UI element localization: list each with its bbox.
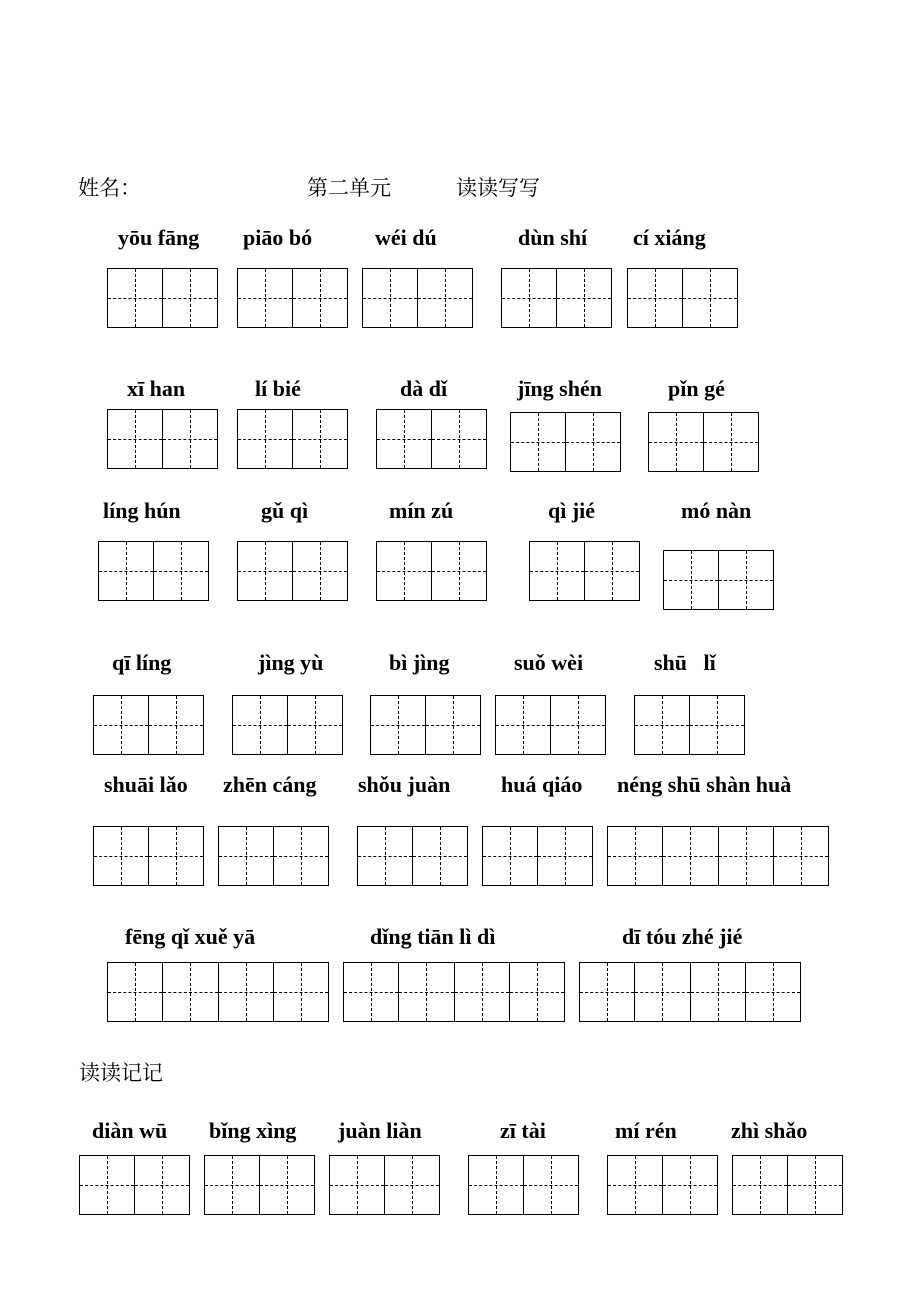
writing-grid-box [237, 409, 348, 469]
pinyin-label: diàn wū [92, 1118, 168, 1143]
tianzige-cell [219, 827, 273, 885]
pinyin-label: wéi dú [375, 225, 437, 250]
pinyin-label: néng shū shàn huà [617, 772, 792, 797]
pinyin-label: zī tài [500, 1118, 546, 1143]
tianzige-cell [99, 542, 153, 600]
tianzige-cell [431, 410, 486, 468]
tianzige-cell [94, 827, 148, 885]
writing-grid-box [529, 541, 640, 601]
writing-grid-box [107, 409, 218, 469]
writing-grid-box [237, 268, 348, 328]
tianzige-cell [580, 963, 634, 1021]
tianzige-cell [469, 1156, 523, 1214]
writing-grid-box [107, 962, 329, 1022]
pinyin-label: shū lǐ [654, 650, 716, 675]
tianzige-cell [417, 269, 472, 327]
tianzige-cell [511, 413, 565, 471]
tianzige-cell [745, 963, 800, 1021]
tianzige-cell [162, 269, 217, 327]
student-name-label: 姓名： [78, 176, 141, 200]
tianzige-cell [80, 1156, 134, 1214]
tianzige-cell [431, 542, 486, 600]
writing-grid-box [468, 1155, 579, 1215]
tianzige-cell [162, 410, 217, 468]
pinyin-label: qì jié [548, 498, 596, 523]
pinyin-label: bì jìng [389, 650, 450, 675]
pinyin-label: suǒ wèi [514, 650, 584, 675]
tianzige-cell [483, 827, 537, 885]
tianzige-cell [556, 269, 611, 327]
writing-grid-box [607, 826, 829, 886]
tianzige-cell [238, 410, 292, 468]
pinyin-label: fēng qǐ xuě yā [125, 924, 256, 949]
pinyin-label: juàn liàn [338, 1118, 422, 1143]
tianzige-cell [377, 542, 431, 600]
tianzige-cell [363, 269, 417, 327]
tianzige-cell [218, 963, 273, 1021]
pinyin-label: jìng yù [258, 650, 324, 675]
tianzige-cell [537, 827, 592, 885]
tianzige-cell [238, 269, 292, 327]
pinyin-label: qī líng [112, 650, 172, 675]
tianzige-cell [398, 963, 453, 1021]
writing-grid-box [343, 962, 565, 1022]
tianzige-cell [523, 1156, 578, 1214]
pinyin-label: jīng shén [517, 376, 602, 401]
pinyin-label: huá qiáo [501, 772, 583, 797]
pinyin-label: pǐn gé [668, 376, 725, 401]
tianzige-cell [718, 551, 773, 609]
tianzige-cell [330, 1156, 384, 1214]
tianzige-cell [108, 963, 162, 1021]
writing-grid-box [218, 826, 329, 886]
tianzige-cell [292, 542, 347, 600]
writing-grid-box [232, 695, 343, 755]
tianzige-cell [628, 269, 682, 327]
tianzige-cell [292, 269, 347, 327]
pinyin-label: lí bié [255, 376, 301, 401]
writing-grid-box [648, 412, 759, 472]
tianzige-cell [377, 410, 431, 468]
writing-grid-box [732, 1155, 843, 1215]
writing-grid-box [370, 695, 481, 755]
tianzige-cell [634, 963, 689, 1021]
pinyin-label: yōu fāng [118, 225, 200, 250]
tianzige-cell [733, 1156, 787, 1214]
writing-grid-box [204, 1155, 315, 1215]
tianzige-cell [108, 410, 162, 468]
tianzige-cell [94, 696, 148, 754]
tianzige-cell [287, 696, 342, 754]
pinyin-label: zhēn cáng [223, 772, 317, 797]
pinyin-label: shǒu juàn [358, 772, 451, 797]
writing-grid-box [107, 268, 218, 328]
tianzige-cell [425, 696, 480, 754]
tianzige-cell [530, 542, 584, 600]
writing-grid-box [362, 268, 473, 328]
tianzige-cell [787, 1156, 842, 1214]
tianzige-cell [635, 696, 689, 754]
pinyin-label: dǐng tiān lì dì [370, 924, 496, 949]
tianzige-cell [384, 1156, 439, 1214]
tianzige-cell [662, 827, 717, 885]
pinyin-label: piāo bó [243, 225, 313, 250]
pinyin-label: xī han [127, 376, 186, 401]
tianzige-cell [584, 542, 639, 600]
tianzige-cell [662, 1156, 717, 1214]
tianzige-cell [682, 269, 737, 327]
tianzige-cell [148, 696, 203, 754]
tianzige-cell [108, 269, 162, 327]
tianzige-cell [454, 963, 509, 1021]
tianzige-cell [649, 413, 703, 471]
section-title-read-remember: 读读记记 [79, 1061, 163, 1085]
tianzige-cell [690, 963, 745, 1021]
writing-grid-box [579, 962, 801, 1022]
writing-grid-box [237, 541, 348, 601]
tianzige-cell [273, 827, 328, 885]
tianzige-cell [233, 696, 287, 754]
writing-grid-box [376, 541, 487, 601]
tianzige-cell [153, 542, 208, 600]
writing-grid-box [627, 268, 738, 328]
tianzige-cell [134, 1156, 189, 1214]
pinyin-label: dà dǐ [400, 376, 448, 401]
pinyin-label: mó nàn [681, 498, 752, 523]
writing-grid-box [357, 826, 468, 886]
tianzige-cell [496, 696, 550, 754]
tianzige-cell [703, 413, 758, 471]
writing-grid-box [663, 550, 774, 610]
writing-grid-box [98, 541, 209, 601]
writing-grid-box [329, 1155, 440, 1215]
tianzige-cell [565, 413, 620, 471]
writing-grid-box [482, 826, 593, 886]
writing-grid-box [634, 695, 745, 755]
tianzige-cell [773, 827, 828, 885]
unit-title: 第二单元 [307, 176, 391, 200]
pinyin-label: mín zú [389, 498, 454, 523]
tianzige-cell [358, 827, 412, 885]
tianzige-cell [718, 827, 773, 885]
pinyin-label: líng hún [103, 498, 181, 523]
tianzige-cell [608, 827, 662, 885]
writing-grid-box [79, 1155, 190, 1215]
tianzige-cell [371, 696, 425, 754]
writing-grid-box [607, 1155, 718, 1215]
tianzige-cell [412, 827, 467, 885]
tianzige-cell [292, 410, 347, 468]
pinyin-label: dī tóu zhé jié [622, 924, 743, 949]
pinyin-label: dùn shí [518, 225, 588, 250]
tianzige-cell [502, 269, 556, 327]
writing-grid-box [376, 409, 487, 469]
pinyin-label: zhì shǎo [731, 1118, 808, 1143]
writing-grid-box [495, 695, 606, 755]
pinyin-label: shuāi lǎo [104, 772, 188, 797]
section-title-read-write: 读读写写 [456, 176, 540, 200]
pinyin-label: gǔ qì [261, 498, 309, 523]
tianzige-cell [162, 963, 217, 1021]
pinyin-label: cí xiáng [633, 225, 706, 250]
writing-grid-box [93, 695, 204, 755]
tianzige-cell [148, 827, 203, 885]
tianzige-cell [689, 696, 744, 754]
tianzige-cell [259, 1156, 314, 1214]
tianzige-cell [344, 963, 398, 1021]
tianzige-cell [273, 963, 328, 1021]
writing-grid-box [93, 826, 204, 886]
tianzige-cell [608, 1156, 662, 1214]
writing-grid-box [501, 268, 612, 328]
pinyin-label: bǐng xìng [209, 1118, 297, 1143]
tianzige-cell [205, 1156, 259, 1214]
tianzige-cell [238, 542, 292, 600]
tianzige-cell [509, 963, 564, 1021]
pinyin-label: mí rén [615, 1118, 677, 1143]
tianzige-cell [550, 696, 605, 754]
writing-grid-box [510, 412, 621, 472]
tianzige-cell [664, 551, 718, 609]
